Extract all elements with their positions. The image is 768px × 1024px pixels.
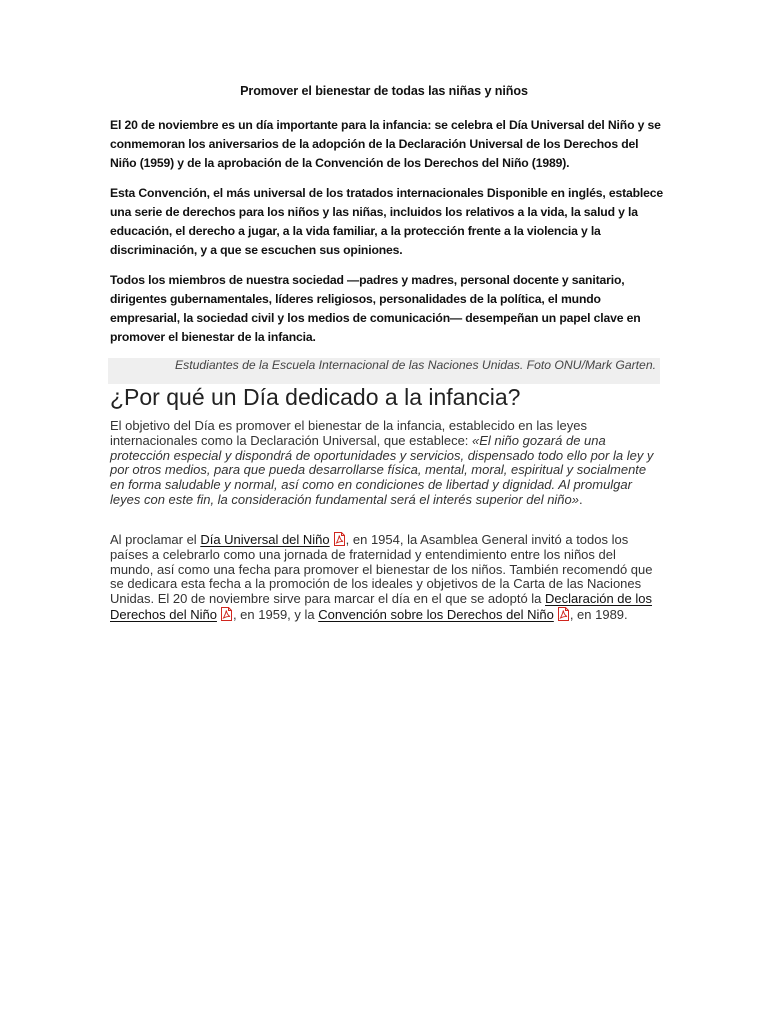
photo-caption: Estudiantes de la Escuela Internacional de las Naciones Unidas. Foto ONU/Mark Garten. [175, 358, 656, 372]
objective-end: . [579, 491, 583, 507]
declaration-quote: «El niño gozará de una protección especial y dispondrá de oportunidades y servicios, dispensado todo ello por la ley y por otros medios, para que pueda desarrollarse física, mental, moral, espiritual y socialmente en forma saludable y normal, así como en condiciones de libertad y dignidad. Al promulgar leyes con este fin, la consideración fundamental será el interés superior del niño» [110, 432, 654, 507]
link-dia-universal[interactable]: Día Universal del Niño [200, 532, 330, 547]
history-paragraph [110, 532, 658, 623]
link-declaracion[interactable]: Declaración de los Derechos del Niño [110, 591, 652, 622]
pdf-file-icon[interactable] [220, 607, 233, 621]
history-text-4: , en 1989. [569, 606, 628, 622]
history-text-1: Al proclamar el [110, 532, 201, 547]
objective-paragraph [110, 419, 658, 508]
document-title: Promover el bienestar de todas las niñas y niños [240, 84, 528, 98]
society-paragraph: Todos los miembros de nuestra sociedad —padres y madres, personal docente y sanitario, dirigentes gubernamentales, líderes religiosos, personalidades de la política, el mundo empresarial, la sociedad civil y los medios de comunicación— desempeñan un papel clave en promover el bienestar de la infancia. [110, 273, 641, 344]
convention-paragraph: Esta Convención, el más universal de los tratados internacionales Disponible en inglés, establece una serie de derechos para los niños y las niñas, incluidos los relativos a la vida, la salud y la educación, el derecho a jugar, a la vida familiar, a la protección frente a la violencia y la discriminación, y a que se escuchen sus opiniones. [110, 186, 664, 257]
pdf-file-icon[interactable] [333, 532, 346, 546]
history-text-2: , en 1954, la Asamblea General invitó a todos los países a celebrarlo como una jornada de fraternidad y entendimiento entre los niños del mundo, así como una fecha para promover el bienestar de los niños. También recomendó que se dedicara esta fecha a la promoción de los ideales y objetivos de la Carta de las Naciones Unidas. El 20 de noviembre sirve para marcar el día en el que se adoptó la [110, 532, 653, 607]
objective-text: El objetivo del Día es promover el bienestar de la infancia, establecido en las leyes internacionales como la Declaración Universal, que establece: [110, 418, 587, 448]
history-text-3: , en 1959, y la [232, 606, 319, 622]
section-heading: ¿Por qué un Día dedicado a la infancia? [110, 384, 521, 410]
link-convencion[interactable]: Convención sobre los Derechos del Niño [318, 606, 554, 622]
intro-paragraph: El 20 de noviembre es un día importante para la infancia: se celebra el Día Universal del Niño y se conmemoran los aniversarios de la adopción de la Declaración Universal de los Derechos del Niño (1959) y de la aprobación de la Convención de los Derechos del Niño (1989). [110, 118, 661, 170]
photo-caption-bar [108, 358, 660, 384]
pdf-file-icon[interactable] [557, 607, 570, 621]
